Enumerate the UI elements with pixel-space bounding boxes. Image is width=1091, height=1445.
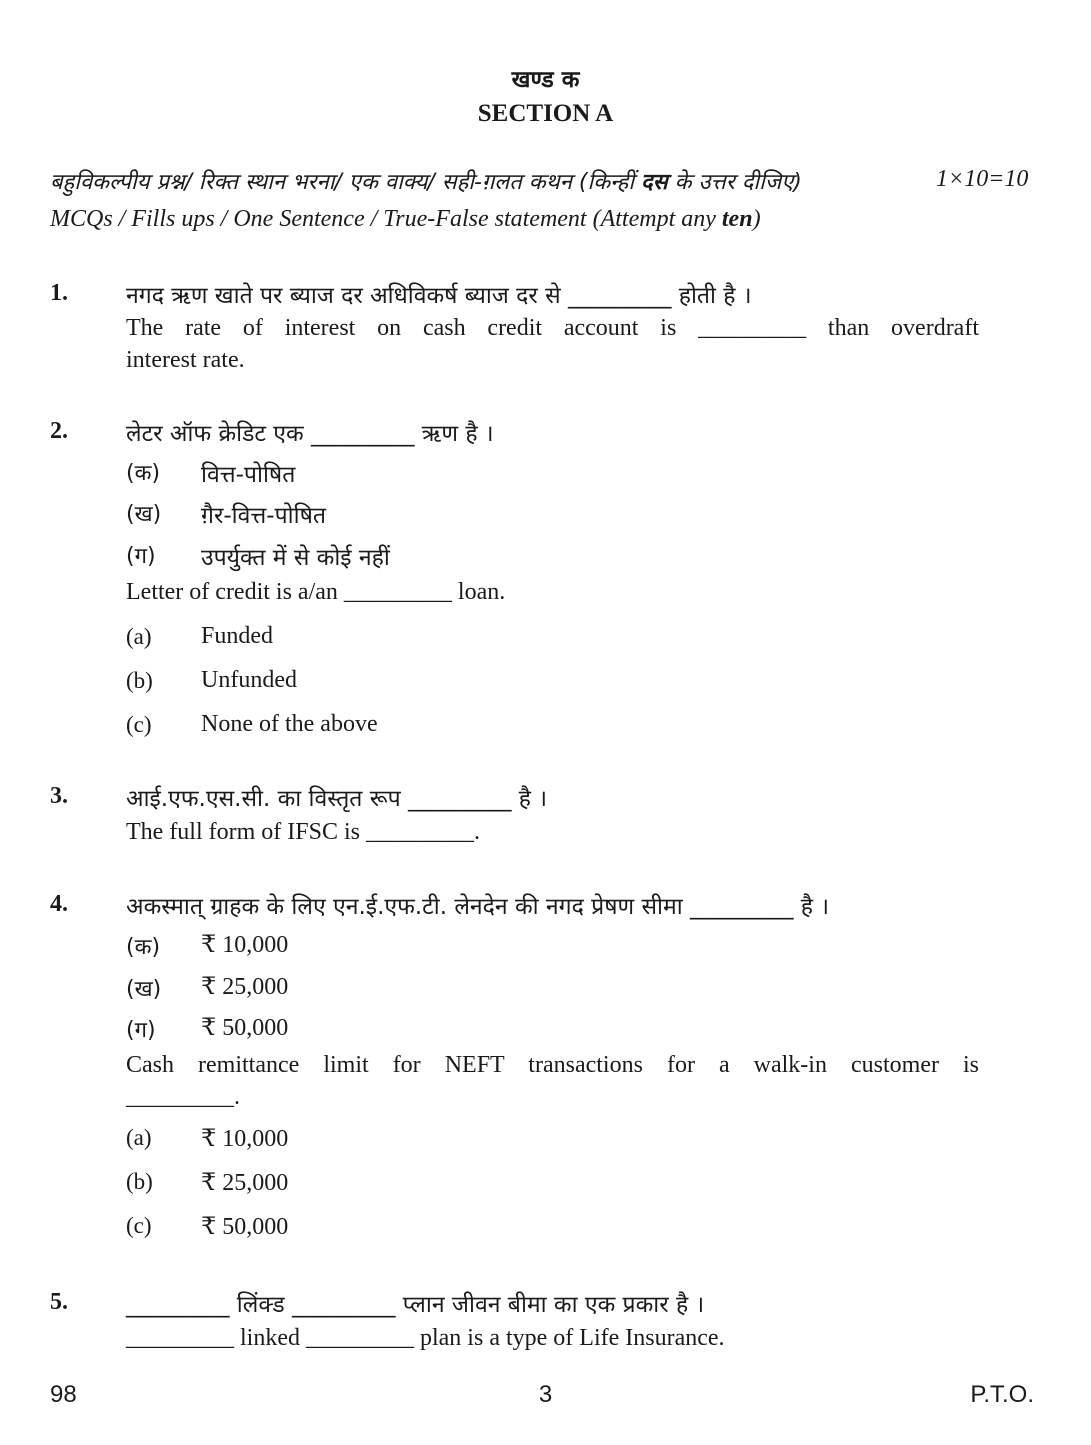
question-number: 1. — [50, 280, 68, 306]
question-hindi: आई.एफ.एस.सी. का विस्तृत रूप _________ है । — [126, 786, 548, 812]
option-label: (क) — [126, 461, 161, 486]
pto-label: P.T.O. — [970, 1381, 1034, 1408]
question-number: 5. — [50, 1289, 68, 1315]
option-label: (c) — [126, 712, 152, 737]
instructions-hindi-text: बहुविकल्पीय प्रश्न/ रिक्त स्थान भरना/ एक वाक्य/ सही-ग़लत कथन (किन्हीं — [50, 170, 642, 195]
question-english: Letter of credit is a/an _________ loan. — [126, 579, 506, 605]
option-text: None of the above — [201, 711, 378, 737]
option-label: (a) — [126, 624, 152, 649]
instructions-hindi-bold: दस — [641, 170, 668, 195]
question-hindi: लेटर ऑफ क्रेडिट एक _________ ऋण है । — [126, 421, 494, 447]
instructions-english-end: ) — [752, 206, 761, 232]
option-text: वित्त-पोषित — [201, 462, 296, 488]
option-label: (c) — [126, 1213, 152, 1238]
question-hindi: नगद ऋण खाते पर ब्याज दर अधिविकर्ष ब्याज दर से _________ होती है । — [126, 283, 752, 309]
question-hindi: _________ लिंक्ड _________ प्लान जीवन बीमा का एक प्रकार है । — [126, 1292, 705, 1318]
instructions-hindi-end: के उत्तर दीजिए) — [667, 170, 802, 195]
option-text: Unfunded — [201, 667, 297, 693]
option-text: ₹ 25,000 — [201, 974, 289, 1000]
question-english-line: Cash remittance limit for NEFT transactions for a walk-in customer is — [126, 1052, 979, 1078]
section-title: SECTION A — [477, 100, 614, 127]
marks-label: 1×10=10 — [936, 166, 1029, 192]
question-english: _________ linked _________ plan is a type of Life Insurance. — [126, 1325, 725, 1351]
question-number: 3. — [50, 783, 68, 809]
option-label: (b) — [126, 1169, 153, 1194]
instructions-english — [50, 206, 761, 233]
paper-code: 98 — [50, 1381, 77, 1408]
option-text: ₹ 50,000 — [201, 1214, 289, 1240]
question-english: The full form of IFSC is _________. — [126, 819, 480, 845]
option-label: (क) — [126, 935, 161, 960]
instructions-english-bold: ten — [721, 206, 753, 232]
option-text: ₹ 50,000 — [201, 1015, 289, 1041]
page-number: 3 — [538, 1381, 553, 1408]
option-label: (ग) — [126, 1018, 156, 1043]
option-label: (ग) — [126, 544, 156, 569]
option-label: (ख) — [126, 977, 162, 1002]
option-text: Funded — [201, 623, 273, 649]
option-text: उपर्युक्त में से कोई नहीं — [201, 545, 390, 571]
option-text: ₹ 10,000 — [201, 932, 289, 958]
section-title-hindi: खण्ड क — [511, 67, 580, 93]
question-hindi: अकस्मात् ग्राहक के लिए एन.ई.एफ.टी. लेनदेन की नगद प्रेषण सीमा _________ है । — [126, 894, 830, 920]
question-english-line: interest rate. — [126, 347, 245, 373]
question-number: 2. — [50, 418, 68, 444]
instructions-english-text: MCQs / Fills ups / One Sentence / True-False statement (Attempt any — [50, 206, 722, 232]
option-label: (ख) — [126, 502, 162, 527]
option-text: ₹ 25,000 — [201, 1170, 289, 1196]
option-text: ग़ैर-वित्त-पोषित — [201, 503, 326, 529]
instructions-hindi — [50, 166, 802, 196]
question-english-line: The rate of interest on cash credit account is _________ than overdraft — [126, 315, 979, 341]
question-number: 4. — [50, 891, 68, 917]
option-text: ₹ 10,000 — [201, 1126, 289, 1152]
option-label: (b) — [126, 668, 153, 693]
question-english-line: _________. — [126, 1084, 240, 1110]
option-label: (a) — [126, 1125, 152, 1150]
